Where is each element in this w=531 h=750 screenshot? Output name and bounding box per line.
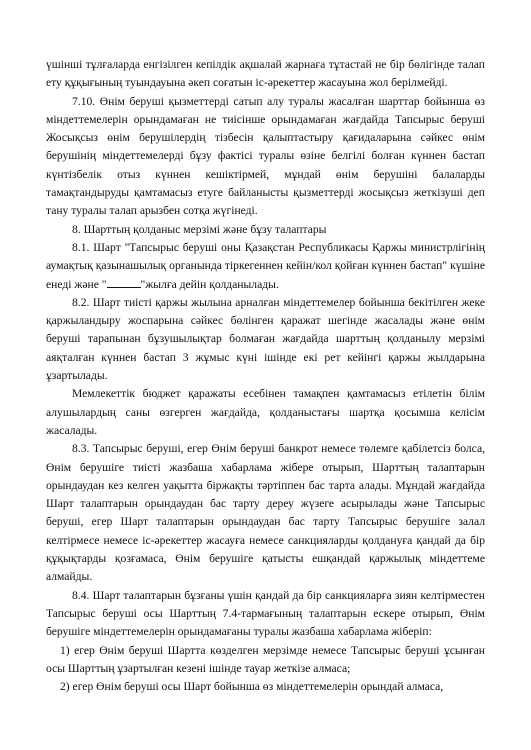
paragraph-8-1-text: 8.1. Шарт "Тапсырыс беруші оны Қазақстан Республикасы Қаржы министрлігінің аумақтық қазынашылық органында тіркегеннен кейін/кол қойған күннен бастап" күшіне енеді және " [46,240,485,291]
paragraph-continuation: үшінші тұлғаларда енгізілген кепілдік ақшалай жарнаға тұтастай не бір бөлігінде талап ету құқығының туындауына әкеп соғатын іс-әрекеттер жасауына жол берілмейді. [46,58,485,90]
paragraph-8-1 [46,239,485,294]
paragraph-7-10: 7.10. Өнім беруші қызметтерді сатып алу туралы жасалған шарттар бойынша өз міндеттемелерін орындамаған не тиісінше орындамаған жағдайда Тапсырыс беруші Жосықсыз өнім берушілердің тізбесін қалыптастыру қағидаларына сәйкес өнім берушінің міндеттемелерді бұзу фактісі туралы өзіне белгілі болған күннен бастап күнтізбелік отыз күннен кешіктірмей, мұндай өнім берушіні балаларды тамақтандыруды қамтамасыз етуге байланысты қызметтерді жосықсыз жеткізуші деп тану туралы талап арызбен сотқа жүгінеді. [46,94,485,218]
list-item-1: 1) егер Өнім беруші Шартта көзделген мерзімде немесе Тапсырыс беруші ұсынған осы Шарттың ұзартылған кезені ішінде тауар жеткізе алмаса; [46,643,485,675]
paragraph-8-2: 8.2. Шарт тиісті қаржы жылына арналған міндеттемелер бойынша бекітілген жеке қаржыландыру жоспарына сәйкес бөлінген қаражат шегінде жасалады және өнім беруші тарапынан бұзушылықтар болмаған жағдайда шарттың қолданылу мерзімі аяқталған күннен бастап 3 жұмыс күні ішінде екі рет кейінгі қаржы жылдарына ұзартылады. [46,295,485,383]
section-heading-8: 8. Шарттың қолданыс мерзімі және бұзу талаптары [72,222,327,236]
paragraph-8-1-tail: "жылға дейін қолданылады. [140,277,279,291]
year-blank-line [107,276,141,288]
paragraph-8-4: 8.4. Шарт талаптарын бұзғаны үшін қандай да бір санкцияларға зиян келтірместен Тапсырыс беруші осы Шарттың 7.4-тармағының талаптарын ескере отырып, Өнім берушіге міндеттемелерін орындамағаны туралы жазбаша хабарлама жіберіп: [46,588,485,639]
paragraph-8-3: 8.3. Тапсырыс беруші, егер Өнім беруші банкрот немесе төлемге қабілетсіз болса, Өнім берушіге тиісті жазбаша хабарлама жібере отырып, Шарттың талаптарын орындаудан кез келген уақытта біржақты тәртіппен бас тарта алады. Мұндай жағдайда Шарт талаптарын орындаудан бас тарту дереу жүзеге асырылады және Тапсырыс беруші, егер Шарт талаптарын орындаудан бас тарту Тапсырыс берушіге залал келтірмесе немесе іс-әрекеттер жасауға немесе санкцияларды қолдануға қандай да бір құқықтарды қозғамаса, Өнім берушіге қатысты ешқандай қаржылық міндеттеме алмайды. [46,442,485,584]
list-item-2: 2) егер Өнім беруші осы Шарт бойынша өз міндеттемелерін орындай алмаса, [60,680,444,694]
paragraph-budget-note: Мемлекеттік бюджет қаражаты есебінен тамақпен қамтамасыз етілетін білім алушылардың саны өзгерген жағдайда, қолданыстағы шартқа қосымша келісім жасалады. [46,387,485,437]
